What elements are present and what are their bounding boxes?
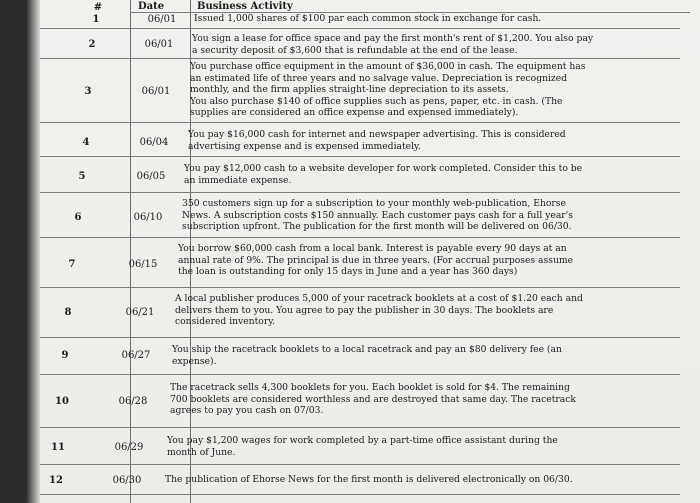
row-date: 06/30 bbox=[112, 475, 142, 486]
header-date: Date bbox=[138, 1, 165, 12]
header-activity: Business Activity bbox=[197, 1, 293, 12]
row-activity: You borrow $60,000 cash from a local bank. Interest is payable every 90 days at an annual rate of 9%. The principal is due in three years. (For accrual purposes assume the loan is outstanding for only 15 days in June and a year has 360 days) bbox=[178, 243, 574, 278]
row-rule bbox=[40, 122, 680, 123]
row-number: 3 bbox=[84, 86, 92, 97]
row-date: 06/29 bbox=[114, 442, 144, 453]
row-activity: The racetrack sells 4,300 booklets for you. Each booklet is sold for $4. The remaining 700 booklets are considered worthless and are destroyed that same day. The racetrack agrees to pay you cash on 07/03. bbox=[170, 382, 576, 417]
row-rule bbox=[40, 427, 680, 428]
row-date: 06/01 bbox=[147, 14, 177, 25]
row-activity: You pay $16,000 cash for internet and newspaper advertising. This is considered advertising expense and is expensed immediately. bbox=[188, 129, 566, 152]
row-rule bbox=[40, 287, 680, 288]
row-activity: Issued 1,000 shares of $100 par each common stock in exchange for cash. bbox=[194, 13, 542, 24]
row-rule bbox=[40, 58, 680, 59]
row-rule bbox=[40, 192, 680, 193]
row-rule bbox=[40, 494, 680, 495]
row-date: 06/01 bbox=[141, 86, 171, 97]
row-number: 12 bbox=[49, 475, 63, 486]
row-date: 06/28 bbox=[118, 396, 148, 407]
row-activity: You pay $12,000 cash to a website developer for work completed. Consider this to be an immediate expense. bbox=[184, 163, 583, 186]
row-number: 10 bbox=[55, 396, 69, 407]
row-rule bbox=[40, 156, 680, 157]
row-activity: You pay $1,200 wages for work completed by a part-time office assistant during the month of June. bbox=[167, 435, 558, 458]
row-number: 4 bbox=[82, 137, 90, 148]
row-rule bbox=[40, 464, 680, 465]
row-number: 9 bbox=[61, 350, 69, 361]
row-activity: A local publisher produces 5,000 of your racetrack booklets at a cost of $1.20 each and delivers them to you. You agree to pay the publisher in 30 days. The booklets are considered inventory. bbox=[175, 293, 583, 328]
row-date: 06/10 bbox=[133, 212, 163, 223]
row-date: 06/15 bbox=[128, 259, 158, 270]
row-date: 06/27 bbox=[121, 350, 151, 361]
row-activity: The publication of Ehorse News for the first month is delivered electronically on 06/30. bbox=[165, 474, 573, 485]
row-date: 06/04 bbox=[139, 137, 169, 148]
row-activity: You sign a lease for office space and pay the first month's rent of $1,200. You also pay a security deposit of $3,600 that is refundable at the end of the lease. bbox=[192, 33, 594, 56]
row-rule bbox=[40, 374, 680, 375]
row-number: 2 bbox=[88, 39, 96, 50]
row-number: 1 bbox=[92, 14, 100, 25]
header-num: # bbox=[93, 2, 103, 13]
row-number: 7 bbox=[68, 259, 76, 270]
row-rule bbox=[40, 237, 680, 238]
row-activity: You purchase office equipment in the amount of $36,000 in cash. The equipment has an estimated life of three years and no salvage value. Depreciation is recognized monthly, and the firm applies straight-line depreciation to its assets. You also purchase $140 of office supplies such as pens, paper, etc. in cash. (The supplies are considered an office expense and expensed immediately). bbox=[190, 61, 586, 119]
row-number: 8 bbox=[64, 307, 72, 318]
row-activity: 350 customers sign up for a subscription to your monthly web-publication, Ehorse News. A subscription costs $150 annually. Each customer pays cash for a full year's subscription upfront. The publication for the first month will be delivered on 06/30. bbox=[182, 198, 573, 233]
row-rule bbox=[40, 337, 680, 338]
row-activity: You ship the racetrack booklets to a local racetrack and pay an $80 delivery fee (an expense). bbox=[172, 344, 562, 367]
row-date: 06/21 bbox=[125, 307, 155, 318]
row-number: 6 bbox=[74, 212, 82, 223]
row-number: 5 bbox=[78, 171, 86, 182]
row-date: 06/05 bbox=[136, 171, 166, 182]
row-number: 11 bbox=[51, 442, 65, 453]
row-rule bbox=[40, 28, 680, 29]
row-date: 06/01 bbox=[144, 39, 174, 50]
